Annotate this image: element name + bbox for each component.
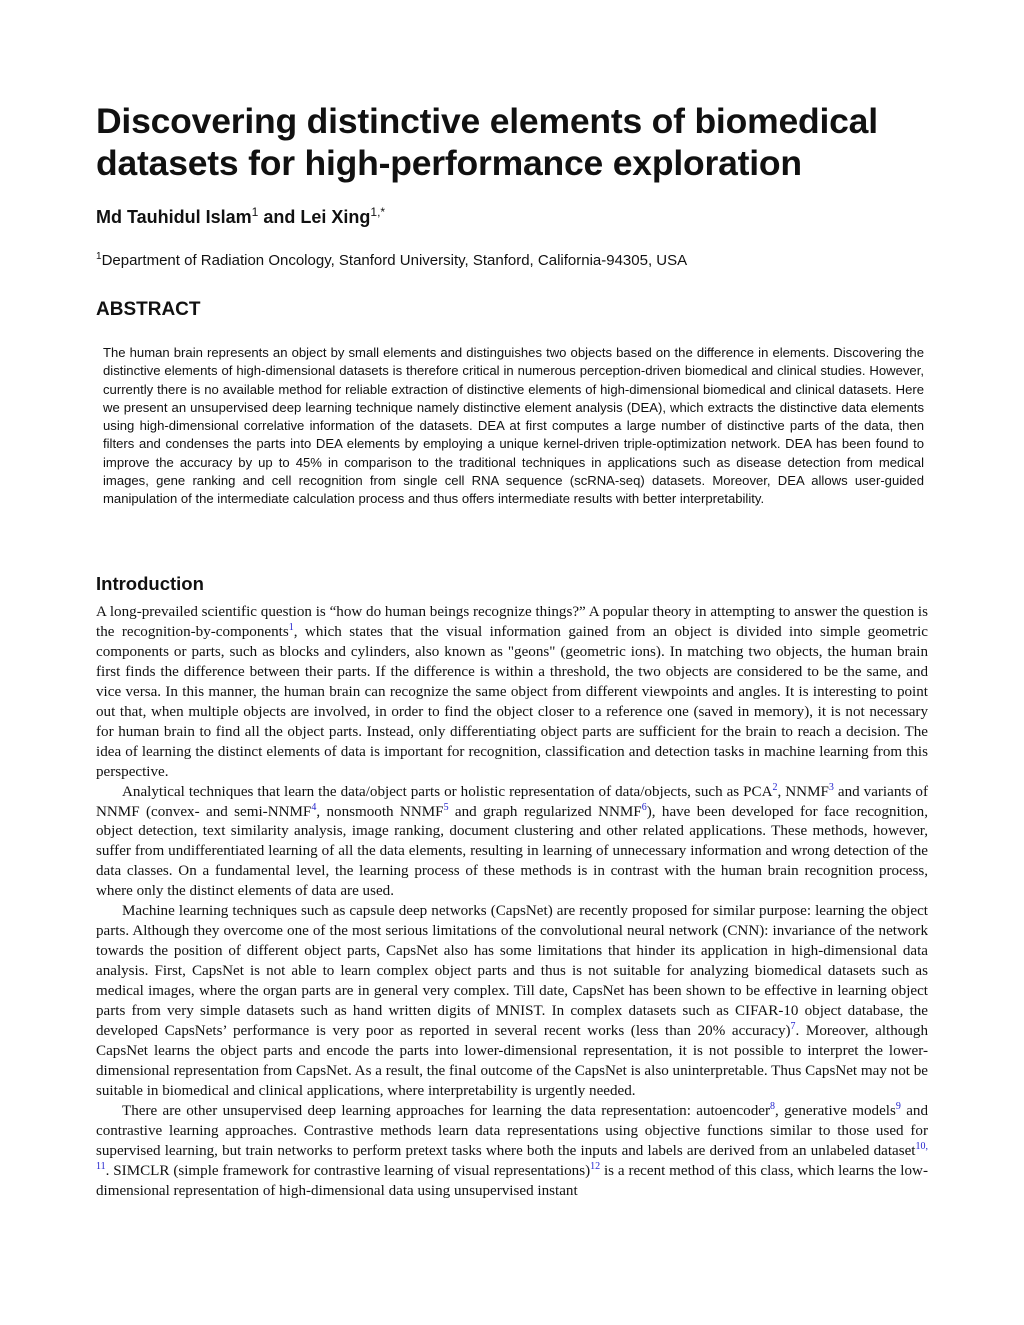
paragraph-text: , generative models: [775, 1102, 896, 1119]
abstract-heading: ABSTRACT: [96, 299, 201, 320]
citation-link[interactable]: 12: [590, 1160, 601, 1172]
citation-link[interactable]: 6: [641, 801, 647, 813]
citation-link[interactable]: 7: [790, 1020, 796, 1032]
citation-link[interactable]: 9: [895, 1100, 901, 1112]
author-list: [96, 200, 385, 229]
affiliation-marker: 1: [251, 205, 259, 219]
paragraph: [96, 1102, 928, 1202]
paragraph-text: Analytical techniques that learn the data/object parts or holistic representation of data/objects, such as PCA: [122, 783, 773, 800]
citation-link[interactable]: 2: [772, 781, 778, 793]
paragraph: [96, 603, 928, 783]
paragraph-text: ), have been developed for face recognition, object detection, text similarity analysis, image ranking, document clustering and other related applications. These methods, however, suffer from undifferentiated learning of all the data elements, resulting in learning of unnecessary information and wrong detection of the data classes. On a fundamental level, the learning process of these methods is in contrast with the human brain recognition process, where only the distinct elements of data are used.: [96, 803, 929, 900]
abstract-text: The human brain represents an object by small elements and distinguishes two objects based on the difference in elements. Discovering the distinctive elements of high-dimensional datasets is therefore critical in numerous perception-driven biomedical and clinical studies. However, currently there is no available method for reliable extraction of distinctive elements of high-dimensional biomedical and clinical datasets. Here we present an unsupervised deep learning technique namely distinctive element analysis (DEA), which extracts the distinctive data elements using high-dimensional correlative information of the datasets. DEA at first computes a large number of distinctive parts of the data, then filters and condenses the parts into DEA elements by employing a unique kernel-driven triple-optimization network. DEA has been found to improve the accuracy by up to 45% in comparison to the traditional techniques in applications such as disease detection from medical images, gene ranking and cell recognition from single cell RNA sequence (scRNA-seq) datasets. Moreover, DEA allows user-guided manipulation of the intermediate calculation process and thus offers intermediate results with better interpretability.: [103, 345, 924, 507]
paragraph-text: and contrastive learning approaches. Contrastive methods learn data representations using objective functions similar to those used for supervised learning, but train networks to perform pretext tasks where both the inputs and labels are derived from an unlabeled dataset: [96, 1102, 928, 1159]
paragraph: [96, 783, 928, 903]
affiliation: [96, 247, 687, 271]
citation-link[interactable]: 1: [288, 621, 294, 633]
paragraph-text: , which states that the visual information gained from an object is divided into simple geometric components or parts, such as blocks and cylinders, also known as "geons" (geometric ions). In matching two objects, the human brain first finds the difference between their parts. If the difference is within a threshold, the two objects are considered to be the same, and vice versa. In this manner, the human brain can recognize the same object from different viewpoints and angles. It is interesting to point out that, when multiple objects are involved, in order to find the object closer to a reference one (saved in memory), it is not necessary for human brain to find all the object parts. Instead, only differentiating object parts are sufficient for the brain to reach a decision. The idea of learning the distinct elements of data is important for recognition, classification and detection tasks in machine learning from this perspective.: [96, 623, 929, 780]
paragraph-text: There are other unsupervised deep learning approaches for learning the data representation: autoencoder: [122, 1102, 770, 1119]
citation-link[interactable]: 3: [828, 781, 834, 793]
citation-link[interactable]: 8: [770, 1100, 775, 1112]
paragraph-text: is a recent method of this class, which learns the low-dimensional representation of high-dimensional data using unsupervised instant: [96, 1162, 928, 1199]
paper-title: Discovering distinctive elements of biomedical datasets for high-performance exploration: [96, 101, 878, 183]
paragraph-text: and variants of NNMF (convex- and semi-NNMF: [96, 783, 928, 820]
paragraph-text: . Moreover, although CapsNet learns the object parts and encode the parts into lower-dimensional representation, it is not possible to interpret the lower-dimensional representation from CapsNet. As a result, the final outcome of the CapsNet is also uninterpretable. Thus CapsNet may not be suitable in biomedical and clinical applications, where interpretability is urgently needed.: [96, 1023, 928, 1099]
paragraph-text: , NNMF: [777, 783, 829, 800]
author-connector: and: [258, 207, 301, 227]
citation-link[interactable]: 4: [311, 801, 317, 813]
paragraph: [96, 902, 928, 1102]
author-name: Lei Xing: [300, 207, 371, 227]
introduction-body: [96, 603, 928, 1202]
paragraph-text: , nonsmooth NNMF: [316, 803, 444, 820]
citation-link[interactable]: 10, 11: [96, 1140, 928, 1172]
paragraph-text: . SIMCLR (simple framework for contrastive learning of visual representations): [105, 1162, 591, 1179]
author-name: Md Tauhidul Islam: [96, 207, 252, 227]
affiliation-text: Department of Radiation Oncology, Stanford University, Stanford, California-94305, USA: [101, 252, 688, 269]
paragraph-text: A long-prevailed scientific question is “how do human beings recognize things?” A popular theory in attempting to answer the question is the recognition-by-components: [96, 604, 928, 640]
affiliation-marker: 1,*: [370, 205, 386, 219]
citation-link[interactable]: 5: [443, 801, 449, 813]
introduction-heading: Introduction: [96, 573, 204, 594]
paragraph-text: Machine learning techniques such as capsule deep networks (CapsNet) are recently proposed for similar purpose: learning the object parts. Although they overcome one of the most serious limitations of the convolutional neural network (CNN): invariance of the network towards the position of different object parts, CapsNet also has some limitations that hinder its application in high-dimensional data analysis. First, CapsNet is not able to learn complex object parts and thus is not suitable for analyzing biomedical datasets such as medical images, where the organ parts are in general very complex. Till date, CapsNet has been shown to be effective in learning object parts from very simple datasets such as hand written digits of MNIST. In complex datasets such as CIFAR-10 object database, the developed CapsNets’ performance is very poor as reported in several recent works (less than 20% accuracy): [96, 903, 928, 1040]
affiliation-marker: 1: [96, 251, 102, 262]
paragraph-text: and graph regularized NNMF: [448, 803, 642, 820]
